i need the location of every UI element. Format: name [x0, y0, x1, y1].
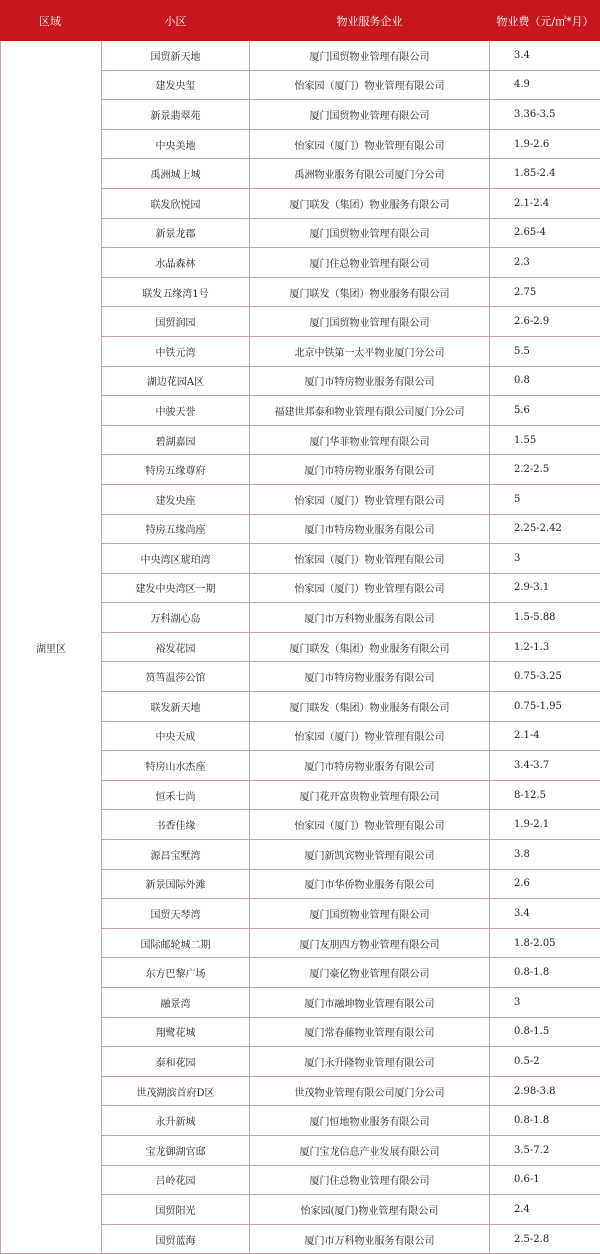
- fee-cell: 1.85-2.4: [490, 159, 600, 189]
- fee-cell: 2.75: [490, 277, 600, 307]
- community-cell: 联发欣悦园: [102, 188, 250, 218]
- fee-cell: 0.8-1.8: [490, 958, 600, 988]
- fee-cell: 3.4-3.7: [490, 751, 600, 781]
- community-cell: 中铁元湾: [102, 336, 250, 366]
- fee-cell: 2.98-3.8: [490, 1076, 600, 1106]
- company-cell: 厦门联发（集团）物业服务有限公司: [250, 277, 490, 307]
- community-cell: 翔鹭花城: [102, 1017, 250, 1047]
- community-cell: 特房五缘尊府: [102, 455, 250, 485]
- fee-cell: 1.8-2.05: [490, 928, 600, 958]
- fee-cell: 1.5-5.88: [490, 603, 600, 633]
- header-community: 小区: [102, 1, 250, 41]
- fee-cell: 2.6: [490, 869, 600, 899]
- community-cell: 宝龙御湖官邸: [102, 1135, 250, 1165]
- community-cell: 新景龙郡: [102, 218, 250, 248]
- fee-cell: 2.2-2.5: [490, 455, 600, 485]
- company-cell: 怡家园（厦门）物业管理有限公司: [250, 573, 490, 603]
- company-cell: 北京中铁第一太平物业厦门分公司: [250, 336, 490, 366]
- fee-cell: 2.6-2.9: [490, 307, 600, 337]
- community-cell: 特房五缘尚座: [102, 514, 250, 544]
- fee-cell: 2.65-4: [490, 218, 600, 248]
- fee-cell: 5.5: [490, 336, 600, 366]
- community-cell: 吕岭花园: [102, 1165, 250, 1195]
- community-cell: 碧湖嘉园: [102, 425, 250, 455]
- company-cell: 厦门住总物业管理有限公司: [250, 1165, 490, 1195]
- community-cell: 建发央玺: [102, 70, 250, 100]
- community-cell: 国贸阳光: [102, 1195, 250, 1225]
- community-cell: 源昌宝墅湾: [102, 840, 250, 870]
- community-cell: 中骏天誉: [102, 396, 250, 426]
- fee-cell: 0.75-1.95: [490, 692, 600, 722]
- fee-cell: 2.9-3.1: [490, 573, 600, 603]
- company-cell: 厦门市万科物业服务有限公司: [250, 1224, 490, 1254]
- fee-cell: 2.1-2.4: [490, 188, 600, 218]
- company-cell: 厦门市特房物业服务有限公司: [250, 455, 490, 485]
- header-fee: 物业费（元/㎡*月）: [490, 1, 600, 41]
- company-cell: 怡家园（厦门）物业管理有限公司: [250, 484, 490, 514]
- company-cell: 厦门联发（集团）物业服务有限公司: [250, 632, 490, 662]
- fee-cell: 5.6: [490, 396, 600, 426]
- community-cell: 书香佳缘: [102, 810, 250, 840]
- company-cell: 厦门国贸物业管理有限公司: [250, 899, 490, 929]
- community-cell: 东方巴黎广场: [102, 958, 250, 988]
- company-cell: 福建世邦泰和物业管理有限公司厦门分公司: [250, 396, 490, 426]
- community-cell: 特房山水杰座: [102, 751, 250, 781]
- company-cell: 厦门新凯宾物业管理有限公司: [250, 840, 490, 870]
- fee-cell: 0.8: [490, 366, 600, 396]
- community-cell: 泰和花园: [102, 1047, 250, 1077]
- fee-cell: 3.36-3.5: [490, 100, 600, 130]
- company-cell: 厦门联发（集团）物业服务有限公司: [250, 692, 490, 722]
- table-row: [1, 41, 600, 71]
- company-cell: 厦门联发（集团）物业服务有限公司: [250, 188, 490, 218]
- fee-cell: 8-12.5: [490, 780, 600, 810]
- community-cell: 中央天成: [102, 721, 250, 751]
- community-cell: 禹洲城上城: [102, 159, 250, 189]
- fee-cell: 1.2-1.3: [490, 632, 600, 662]
- company-cell: 厦门市特房物业服务有限公司: [250, 366, 490, 396]
- company-cell: 怡家园（厦门）物业管理有限公司: [250, 70, 490, 100]
- community-cell: 联发五缘湾1号: [102, 277, 250, 307]
- company-cell: 厦门住总物业管理有限公司: [250, 248, 490, 278]
- company-cell: 厦门市华侨物业服务有限公司: [250, 869, 490, 899]
- company-cell: 禹洲物业服务有限公司厦门分公司: [250, 159, 490, 189]
- community-cell: 建发中央湾区一期: [102, 573, 250, 603]
- fee-cell: 3.4: [490, 899, 600, 929]
- company-cell: 厦门国贸物业管理有限公司: [250, 218, 490, 248]
- company-cell: 怡家园(厦门)物业管理有限公司: [250, 1195, 490, 1225]
- company-cell: 怡家园（厦门）物业管理有限公司: [250, 129, 490, 159]
- company-cell: 厦门宝龙信息产业发展有限公司: [250, 1135, 490, 1165]
- fee-cell: 3: [490, 544, 600, 574]
- fee-cell: 4.9: [490, 70, 600, 100]
- company-cell: 厦门恒地物业服务有限公司: [250, 1106, 490, 1136]
- company-cell: 厦门花开富贵物业管理有限公司: [250, 780, 490, 810]
- table-header-row: [1, 1, 600, 41]
- company-cell: 厦门豪亿物业管理有限公司: [250, 958, 490, 988]
- company-cell: 厦门常春藤物业管理有限公司: [250, 1017, 490, 1047]
- community-cell: 世茂湖滨首府D区: [102, 1076, 250, 1106]
- company-cell: 厦门市特房物业服务有限公司: [250, 751, 490, 781]
- company-cell: 世茂物业管理有限公司厦门分公司: [250, 1076, 490, 1106]
- fee-cell: 2.1-4: [490, 721, 600, 751]
- fee-cell: 0.6-1: [490, 1165, 600, 1195]
- community-cell: 新景翡翠苑: [102, 100, 250, 130]
- fee-cell: 0.8-1.5: [490, 1017, 600, 1047]
- fee-cell: 2.3: [490, 248, 600, 278]
- table-body: [1, 41, 600, 1254]
- fee-cell: 0.5-2: [490, 1047, 600, 1077]
- community-cell: 国贸天琴湾: [102, 899, 250, 929]
- company-cell: 厦门国贸物业管理有限公司: [250, 41, 490, 71]
- company-cell: 厦门市特房物业服务有限公司: [250, 514, 490, 544]
- community-cell: 国际邮轮城二期: [102, 928, 250, 958]
- company-cell: 厦门永升隆物业管理有限公司: [250, 1047, 490, 1077]
- community-cell: 湖边花园A区: [102, 366, 250, 396]
- company-cell: 厦门市特房物业服务有限公司: [250, 662, 490, 692]
- fee-cell: 1.9-2.6: [490, 129, 600, 159]
- fee-cell: 3.5-7.2: [490, 1135, 600, 1165]
- header-company: 物业服务企业: [250, 1, 490, 41]
- company-cell: 怡家园（厦门）物业管理有限公司: [250, 810, 490, 840]
- company-cell: 厦门友朋四方物业管理有限公司: [250, 928, 490, 958]
- company-cell: 厦门国贸物业管理有限公司: [250, 307, 490, 337]
- company-cell: 厦门市万科物业服务有限公司: [250, 603, 490, 633]
- community-cell: 永升新城: [102, 1106, 250, 1136]
- fee-cell: 5: [490, 484, 600, 514]
- community-cell: 万科湖心岛: [102, 603, 250, 633]
- community-cell: 建发央座: [102, 484, 250, 514]
- community-cell: 中央美地: [102, 129, 250, 159]
- company-cell: 厦门国贸物业管理有限公司: [250, 100, 490, 130]
- community-cell: 水晶森林: [102, 248, 250, 278]
- district-cell: 湖里区: [1, 41, 102, 1254]
- fee-cell: 1.55: [490, 425, 600, 455]
- fee-cell: 0.75-3.25: [490, 662, 600, 692]
- community-cell: 国贸润园: [102, 307, 250, 337]
- community-cell: 筼筜温莎公馆: [102, 662, 250, 692]
- fee-cell: 2.25-2.42: [490, 514, 600, 544]
- header-district: 区域: [1, 1, 102, 41]
- community-cell: 中央湾区琥珀湾: [102, 544, 250, 574]
- company-cell: 怡家园（厦门）物业管理有限公司: [250, 721, 490, 751]
- fee-cell: 3.4: [490, 41, 600, 71]
- community-cell: 联发新天地: [102, 692, 250, 722]
- fee-cell: 1.9-2.1: [490, 810, 600, 840]
- fee-cell: 0.8-1.8: [490, 1106, 600, 1136]
- community-cell: 新景国际外滩: [102, 869, 250, 899]
- company-cell: 厦门市融坤物业管理有限公司: [250, 988, 490, 1018]
- community-cell: 国贸新天地: [102, 41, 250, 71]
- community-cell: 裕发花园: [102, 632, 250, 662]
- community-cell: 国贸蓝海: [102, 1224, 250, 1254]
- fee-cell: 2.4: [490, 1195, 600, 1225]
- community-cell: 融景湾: [102, 988, 250, 1018]
- community-cell: 恒禾七尚: [102, 780, 250, 810]
- fee-cell: 3.8: [490, 840, 600, 870]
- fee-cell: 3: [490, 988, 600, 1018]
- fee-cell: 2.5-2.8: [490, 1224, 600, 1254]
- company-cell: 厦门华菲物业管理有限公司: [250, 425, 490, 455]
- company-cell: 怡家园（厦门）物业管理有限公司: [250, 544, 490, 574]
